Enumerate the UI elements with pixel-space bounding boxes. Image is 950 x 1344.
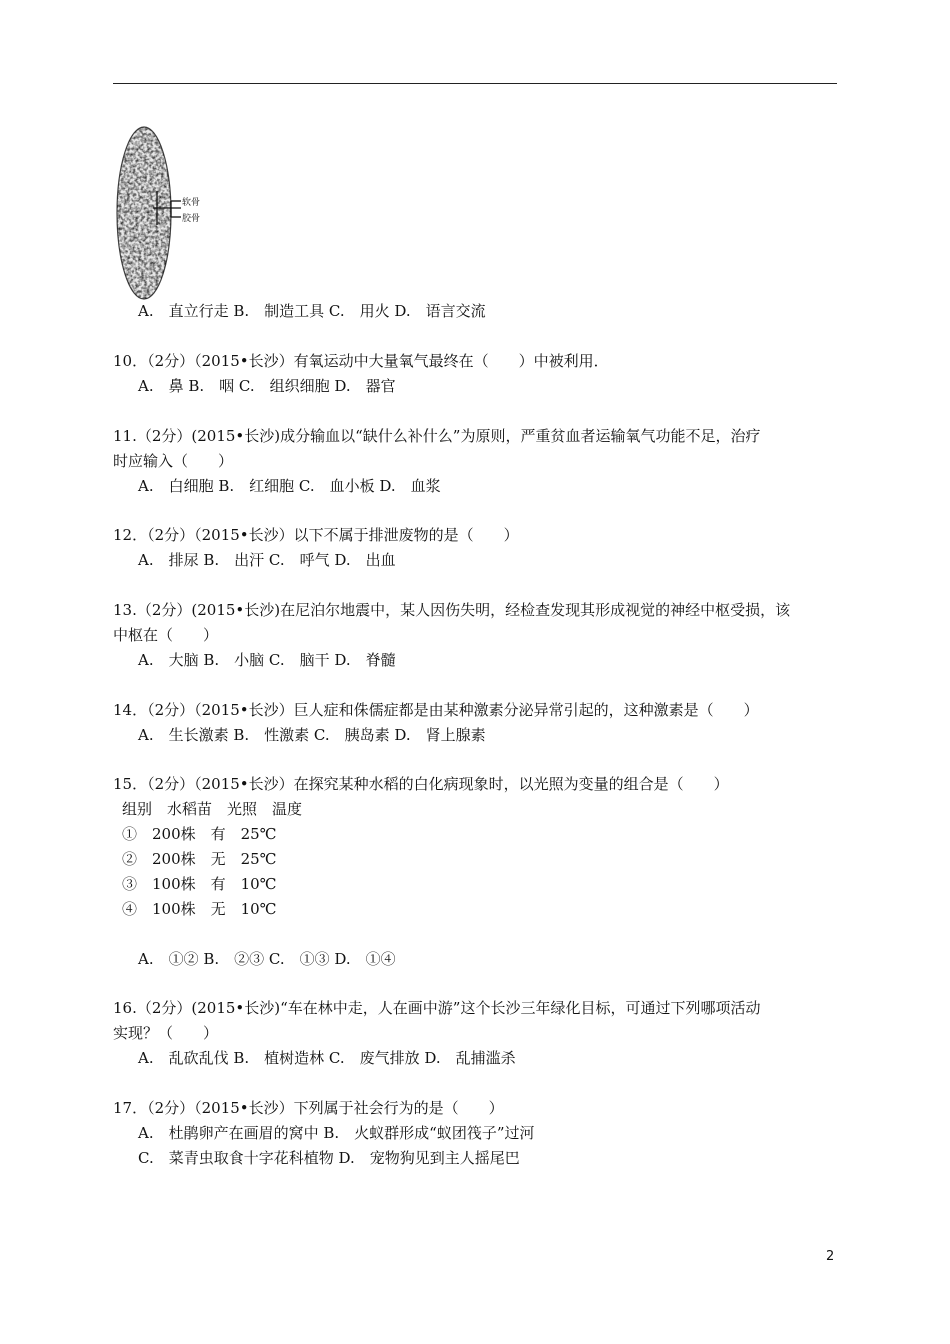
- q15-table-row-4: ④ 100株 无 10℃: [122, 900, 277, 918]
- q15-table-row-1: ① 200株 有 25℃: [122, 825, 277, 843]
- q14-stem-line-1: 14．（2分）（2015•长沙）巨人症和侏儒症都是由某种激素分泌异常引起的，这种激素是（ ）: [113, 701, 759, 719]
- q10-stem-line-1: 10．（2分）（2015•长沙）有氧运动中大量氧气最终在（ ）中被利用．: [113, 352, 609, 370]
- fossil-texture: [113, 125, 175, 300]
- page-number: 2: [826, 1249, 835, 1264]
- q16-stem-line-2: 实现？（ ）: [113, 1024, 219, 1042]
- q17-options-line-2: C. 菜青虫取食十字花科植物 D. 宠物狗见到主人摇尾巴: [138, 1149, 520, 1167]
- q12-options-line-1: A. 排尿 B. 出汗 C. 呼气 D. 出血: [138, 551, 396, 569]
- q16-stem-line-1: 16.（2分）(2015•长沙)“车在林中走，人在画中游”这个长沙三年绿化目标，可通过下列哪项活动: [113, 999, 761, 1017]
- q15-stem-line-1: 15．（2分）（2015•长沙）在探究某种水稻的白化病现象时，以光照为变量的组合是（ ）: [113, 775, 729, 793]
- q17-options-line-1: A. 杜鹃卵产在画眉的窝中 B. 火蚁群形成“蚁团筏子”过河: [138, 1124, 535, 1142]
- header-rule: [113, 83, 837, 84]
- q15-table-header: 组别 水稻苗 光照 温度: [122, 800, 303, 818]
- q17-stem-line-1: 17．（2分）（2015•长沙）下列属于社会行为的是（ ）: [113, 1099, 504, 1117]
- q14-options-line-1: A. 生长激素 B. 性激素 C. 胰岛素 D. 肾上腺素: [138, 726, 486, 744]
- q13-stem-line-2: 中枢在（ ）: [113, 626, 219, 644]
- q16-options-line-1: A. 乱砍乱伐 B. 植树造林 C. 废气排放 D. 乱捕滥杀: [138, 1049, 516, 1067]
- q11-stem-line-2: 时应输入（ ）: [113, 452, 234, 470]
- q9-options-line-1: A. 直立行走 B. 制造工具 C. 用火 D. 语言交流: [138, 302, 486, 320]
- q15-table-row-2: ② 200株 无 25℃: [122, 850, 277, 868]
- q10-options-line-1: A. 鼻 B. 咽 C. 组织细胞 D. 器官: [138, 377, 396, 395]
- q11-stem-line-1: 11.（2分）(2015•长沙)成分输血以“缺什么补什么”为原则，严重贫血者运输氧气功能不足，治疗: [113, 427, 761, 445]
- fossil-figure: [113, 125, 225, 300]
- q15-options-line-1: A. ①② B. ②③ C. ①③ D. ①④: [138, 950, 396, 968]
- figure-label-1: 软骨: [182, 198, 201, 208]
- q12-stem-line-1: 12．（2分）（2015•长沙）以下不属于排泄废物的是（ ）: [113, 526, 519, 544]
- figure-label-2: 胶骨: [182, 214, 201, 224]
- q13-options-line-1: A. 大脑 B. 小脑 C. 脑干 D. 脊髓: [138, 651, 396, 669]
- q15-table-row-3: ③ 100株 有 10℃: [122, 875, 277, 893]
- q11-options-line-1: A. 白细胞 B. 红细胞 C. 血小板 D. 血浆: [138, 477, 441, 495]
- q13-stem-line-1: 13.（2分）(2015•长沙)在尼泊尔地震中，某人因伤失明，经检查发现其形成视觉的神经中枢受损，该: [113, 601, 791, 619]
